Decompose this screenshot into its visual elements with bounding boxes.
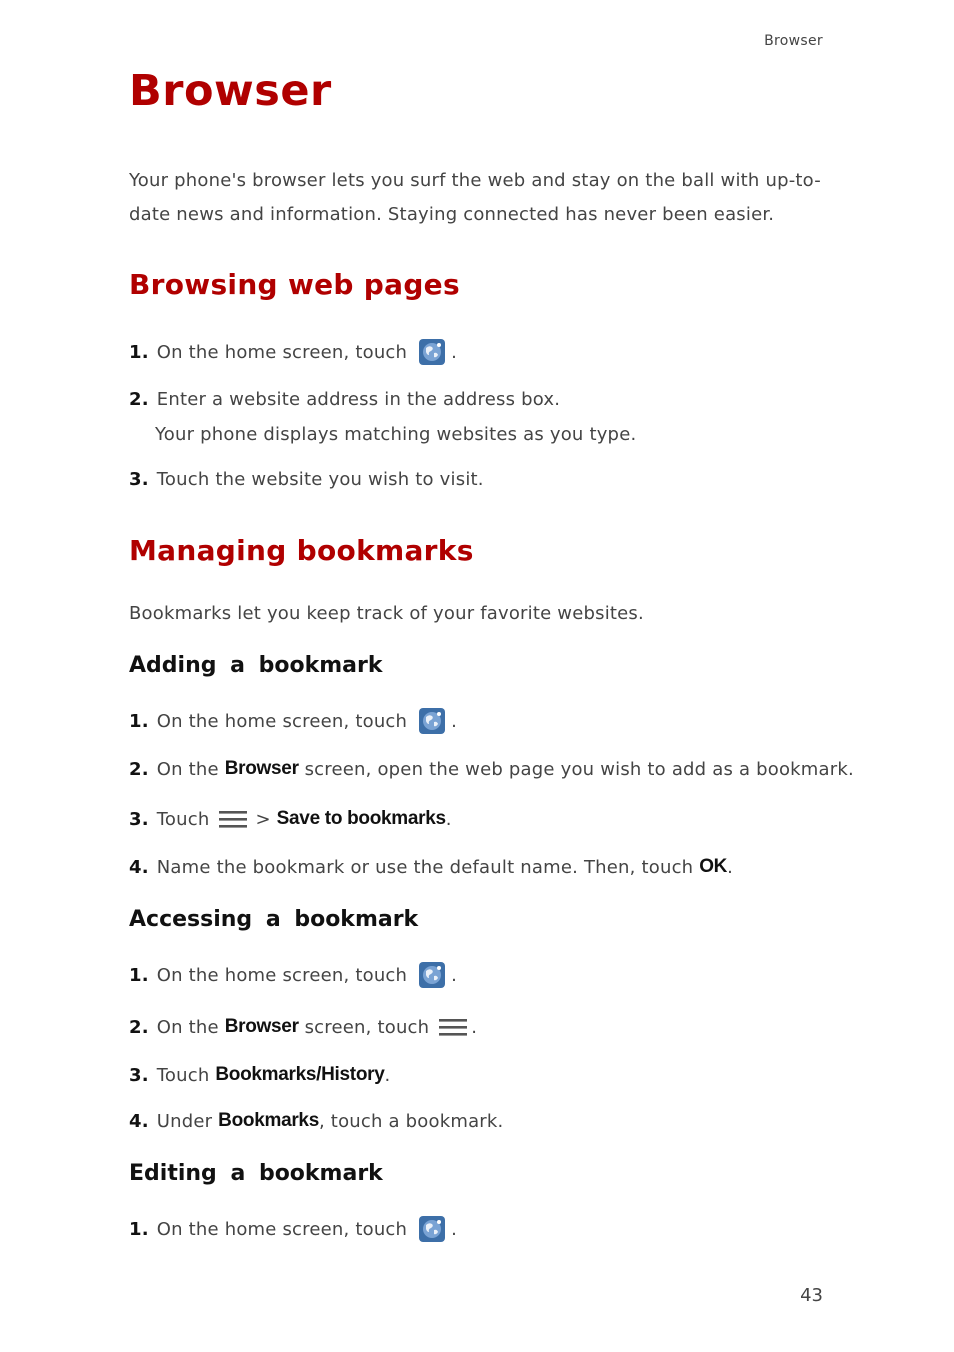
adding-step-2 bbox=[129, 758, 854, 780]
ui-term-bookmarks: Bookmarks bbox=[218, 1110, 319, 1131]
heading-editing-bookmark: Editing a bookmark bbox=[129, 1161, 383, 1186]
heading-adding-bookmark: Adding a bookmark bbox=[129, 653, 383, 678]
page-number: 43 bbox=[800, 1285, 823, 1306]
step-number: 2. bbox=[129, 758, 149, 780]
ui-term-ok: OK bbox=[699, 856, 728, 877]
browser-globe-icon bbox=[419, 962, 445, 988]
step-text: On the home screen, touch bbox=[156, 710, 408, 732]
running-header: Browser bbox=[764, 33, 823, 49]
browser-globe-icon bbox=[419, 339, 445, 365]
ui-term-bookmarks-history: Bookmarks/History bbox=[215, 1064, 385, 1085]
browser-globe-icon bbox=[419, 1216, 445, 1242]
step-text-pre: Touch bbox=[156, 1064, 210, 1086]
accessing-step-4 bbox=[129, 1110, 503, 1132]
editing-step-1 bbox=[129, 1216, 457, 1242]
step-end: . bbox=[445, 808, 452, 830]
step-text-pre: On the bbox=[156, 758, 219, 780]
adding-step-1 bbox=[129, 708, 457, 734]
step-end: . bbox=[451, 341, 458, 363]
adding-step-3 bbox=[129, 808, 452, 830]
ui-term-browser: Browser bbox=[224, 1016, 299, 1037]
page-title: Browser bbox=[129, 66, 332, 116]
step-end: . bbox=[471, 1016, 478, 1038]
accessing-step-2 bbox=[129, 1016, 477, 1038]
browsing-step-2 bbox=[129, 389, 560, 410]
ui-term-save-to-bookmarks: Save to bookmarks bbox=[276, 808, 446, 829]
browsing-step-1 bbox=[129, 339, 457, 365]
intro-line-2: date news and information. Staying connected has never been easier. bbox=[129, 204, 775, 225]
browsing-step-3 bbox=[129, 469, 484, 490]
step-text-post: screen, open the web page you wish to add as a bookmark. bbox=[304, 758, 854, 780]
step-text: Touch the website you wish to visit. bbox=[156, 469, 484, 490]
adding-step-4 bbox=[129, 856, 733, 878]
step-end: . bbox=[451, 710, 458, 732]
step-end: . bbox=[727, 856, 734, 878]
step-text-post: , touch a bookmark. bbox=[318, 1110, 504, 1132]
step-text-pre: On the bbox=[156, 1016, 219, 1038]
menu-icon bbox=[439, 1017, 467, 1037]
step-end: . bbox=[384, 1064, 391, 1086]
step-number: 3. bbox=[129, 469, 149, 490]
step-text: On the home screen, touch bbox=[156, 1218, 408, 1240]
step-text: On the home screen, touch bbox=[156, 341, 408, 363]
browsing-step-2-sub: Your phone displays matching websites as you type. bbox=[155, 424, 637, 445]
intro-line-1: Your phone's browser lets you surf the web and stay on the ball with up-to- bbox=[129, 170, 821, 191]
browser-globe-icon bbox=[419, 708, 445, 734]
accessing-step-1 bbox=[129, 962, 457, 988]
step-number: 4. bbox=[129, 1110, 149, 1132]
step-end: . bbox=[451, 1218, 458, 1240]
step-number: 4. bbox=[129, 856, 149, 878]
heading-managing-bookmarks: Managing bookmarks bbox=[129, 534, 474, 567]
heading-browsing-web-pages: Browsing web pages bbox=[129, 268, 460, 301]
step-text: On the home screen, touch bbox=[156, 964, 408, 986]
step-text-pre: Name the bookmark or use the default name. Then, touch bbox=[156, 856, 694, 878]
step-number: 1. bbox=[129, 341, 149, 363]
ui-term-browser: Browser bbox=[224, 758, 299, 779]
step-number: 1. bbox=[129, 1218, 149, 1240]
heading-accessing-bookmark: Accessing a bookmark bbox=[129, 907, 419, 932]
step-number: 3. bbox=[129, 808, 149, 830]
menu-icon bbox=[219, 809, 247, 829]
accessing-step-3 bbox=[129, 1064, 390, 1086]
step-number: 1. bbox=[129, 710, 149, 732]
step-separator: > bbox=[255, 808, 271, 830]
step-number: 2. bbox=[129, 389, 149, 410]
step-text-pre: Under bbox=[156, 1110, 213, 1132]
step-text-pre: Touch bbox=[156, 808, 210, 830]
step-text-post: screen, touch bbox=[304, 1016, 430, 1038]
bookmarks-intro: Bookmarks let you keep track of your favorite websites. bbox=[129, 603, 644, 624]
step-number: 3. bbox=[129, 1064, 149, 1086]
step-text: Enter a website address in the address box. bbox=[156, 389, 561, 410]
step-end: . bbox=[451, 964, 458, 986]
step-number: 2. bbox=[129, 1016, 149, 1038]
step-number: 1. bbox=[129, 964, 149, 986]
